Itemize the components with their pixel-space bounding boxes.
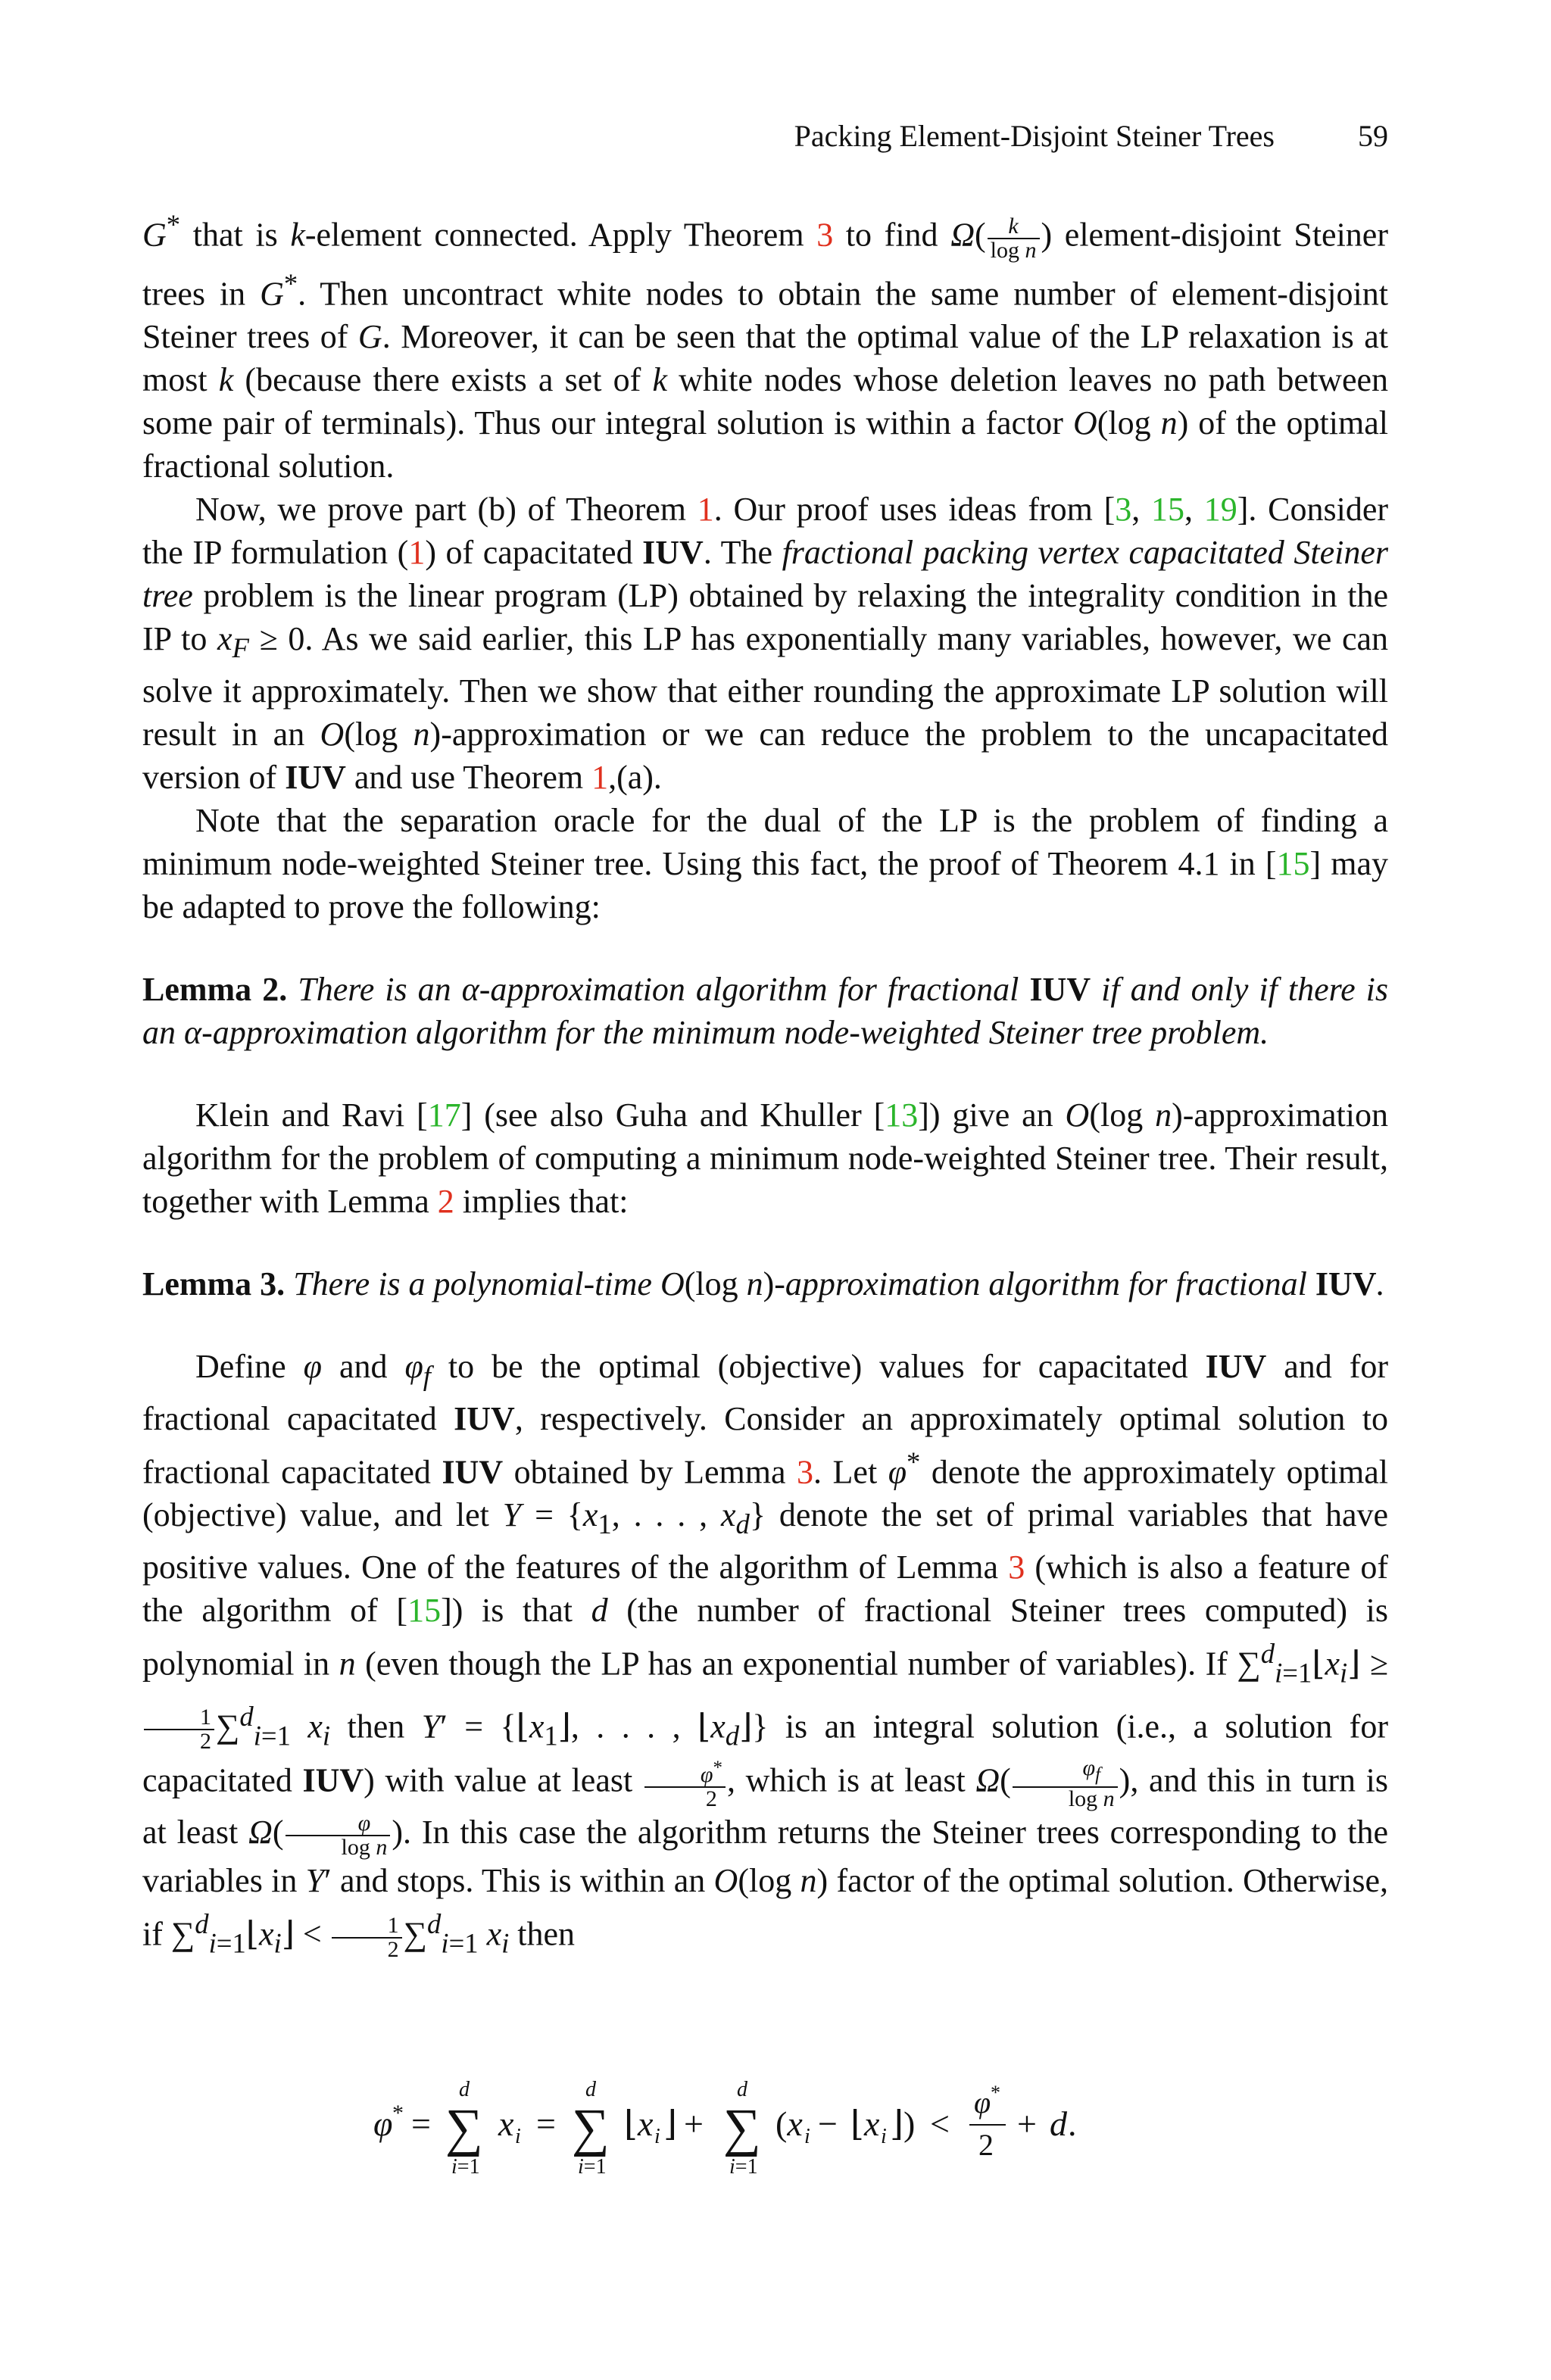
lemma-2: Lemma 2. There is an α-approximation algorithm for fractional IUV if and only if there is an α-approximation algorithm for the minimum node-weighted Steiner tree problem. [142, 971, 1389, 1052]
svg-text:i=1: i=1 [729, 2155, 758, 2179]
svg-text:⌊x: ⌊x [624, 2104, 654, 2143]
paragraph-4: Klein and Ravi [17] (see also Guha and Khuller [13]) give an O(log n)-approximation algorithm for the problem of computing a minimum node-weighted Steiner tree. Their result, together with Lemma 2 implies that: [142, 1096, 1388, 1221]
citation-ref[interactable]: 15 [407, 1592, 442, 1630]
citation-ref[interactable]: 13 [885, 1096, 919, 1134]
svg-text:*: * [991, 2082, 1000, 2104]
svg-text:⌋: ⌋ [663, 2104, 677, 2143]
svg-text:=: = [536, 2104, 556, 2143]
lemma-label: Lemma 3. [142, 1265, 286, 1303]
lemma-ref[interactable]: 3 [797, 1453, 814, 1491]
svg-text:⌋): ⌋) [890, 2104, 916, 2143]
svg-text:∑: ∑ [445, 2099, 483, 2157]
svg-text:*: * [392, 2101, 404, 2126]
paragraph-2: Now, we prove part (b) of Theorem 1. Our proof uses ideas from [3, 15, 19]. Consider the IP formulation (1) of capacitated IUV. The fractional packing vertex capacitated Steiner tree problem is the linear program (LP) obtained by relaxing the integrality condition in the IP to $x_F \ge 0$. As we said earlier, this LP has exponentially many variables, however, we can solve it approximately. Then we show that either rounding the approximate LP solution will result in an O(log n)-approximation or we can reduce the problem to the uncapacitated version of IUV and use Theorem 1,(a). [142, 491, 1389, 797]
svg-text:.: . [1068, 2104, 1077, 2143]
paragraph-5: Define φ and $\varphi_f$ to be the optimal (objective) values for capacitated IUV and for fractional capacitated IUV, respectively. Consider an approximately optimal solution to fractional capacitated IUV obtained by Lemma 3. Let φ* denote the approximately optimal (objective) value, and let $Y = \{x_1$, . . . , $x_d$} denote the set of primal variables that have positive values. One of the features of the algorithm of Lemma 3 (which is also a feature of the algorithm of [15]) is that d (the number of fractional Steiner trees computed) is polynomial in n (even though the LP has an exponential number of variables). If $\sum^d_{i=1}⌊x_i⌋$ ≥ $\frac{1}{2}$ ∑$^d_{i=1}$ $x_i$ then $Y' = \{⌊x_1⌋$, . . . , $⌊x_d⌋$} is an integral solution (i.e., a solution for capacitated IUV) with value at least $\frac{\varphi^*}{2}$ , which is at least Ω( $\frac{\varphi_f}{\text{log n}}$ ), and this in turn is at least Ω( $\frac{\varphi}{\text{log n}}$ ). In this case the algorithm returns the Steiner trees corresponding to the variables in Y′ and stops. This is within an O(log n) factor of the optimal solution. Otherwise, if $\sum^d_{i=1}⌊x_i⌋$ < $\frac{1}{2}$ ∑$^d_{i=1}$ $x_i$ then [142, 1348, 1389, 1962]
lemma-ref[interactable]: 2 [437, 1183, 454, 1221]
theorem-ref[interactable]: 1 [697, 491, 714, 529]
theorem-ref[interactable]: 3 [816, 216, 834, 254]
svg-text:i=1: i=1 [578, 2155, 607, 2179]
citation-ref[interactable]: 17 [427, 1096, 461, 1134]
svg-text:⌊x: ⌊x [850, 2104, 880, 2143]
citation-ref[interactable]: 19 [1203, 491, 1237, 529]
svg-text:i: i [881, 2125, 887, 2148]
running-title: Packing Element-Disjoint Steiner Trees [794, 119, 1275, 153]
lemma-3: Lemma 3. There is a polynomial-time O(log n)-approximation algorithm for fractional IUV. [142, 1265, 1385, 1303]
svg-text:φ: φ [373, 2104, 393, 2143]
svg-text:d: d [1050, 2104, 1067, 2143]
svg-text:d: d [585, 2078, 596, 2101]
svg-text:φ: φ [974, 2085, 991, 2120]
svg-text:−: − [818, 2104, 838, 2143]
lemma-label: Lemma 2. [142, 971, 288, 1009]
svg-text:d: d [737, 2078, 747, 2101]
paragraph-3: Note that the separation oracle for the dual of the LP is the problem of finding a minimum node-weighted Steiner tree. Using this fact, the proof of Theorem 4.1 in [15] may be adapted to prove the following: [142, 802, 1389, 926]
svg-text:<: < [930, 2104, 950, 2143]
citation-ref[interactable]: 3 [1115, 491, 1132, 529]
svg-text:d: d [459, 2078, 470, 2101]
svg-text:x: x [498, 2104, 514, 2143]
citation-ref[interactable]: 15 [1276, 845, 1310, 883]
svg-text:+: + [1017, 2104, 1037, 2143]
equation-graphic [142, 2073, 1388, 2179]
svg-text:∑: ∑ [723, 2099, 761, 2157]
page-number: 59 [1358, 119, 1388, 153]
equation-ref[interactable]: 1 [408, 534, 426, 572]
running-head [142, 114, 1388, 159]
paragraph-1: G* that is k-element connected. Apply Theorem 3 to find Ω( $\frac{k}{\text{log n}}$ ) element-disjoint Steiner trees in G*. Then uncontract white nodes to obtain the same number of element-disjoint Steiner trees of G. Moreover, it can be seen that the optimal value of the LP relaxation is at most k (because there exists a set of k white nodes whose deletion leaves no path between some pair of terminals). Thus our integral solution is within a factor O(log n) of the optimal fractional solution. [142, 209, 1389, 485]
svg-text:i: i [515, 2125, 521, 2148]
svg-text:+: + [684, 2104, 704, 2143]
theorem-ref[interactable]: 1 [591, 759, 609, 797]
svg-text:(x: (x [776, 2104, 803, 2143]
citation-ref[interactable]: 15 [1151, 491, 1185, 529]
svg-text:=: = [411, 2104, 431, 2143]
svg-text:i: i [654, 2125, 660, 2148]
lemma-ref[interactable]: 3 [1008, 1549, 1025, 1586]
svg-text:2: 2 [978, 2128, 994, 2162]
svg-text:i=1: i=1 [451, 2155, 480, 2179]
svg-text:i: i [804, 2125, 810, 2148]
body-text [142, 203, 1389, 2179]
svg-text:∑: ∑ [572, 2099, 610, 2157]
display-equation [142, 2073, 1388, 2179]
